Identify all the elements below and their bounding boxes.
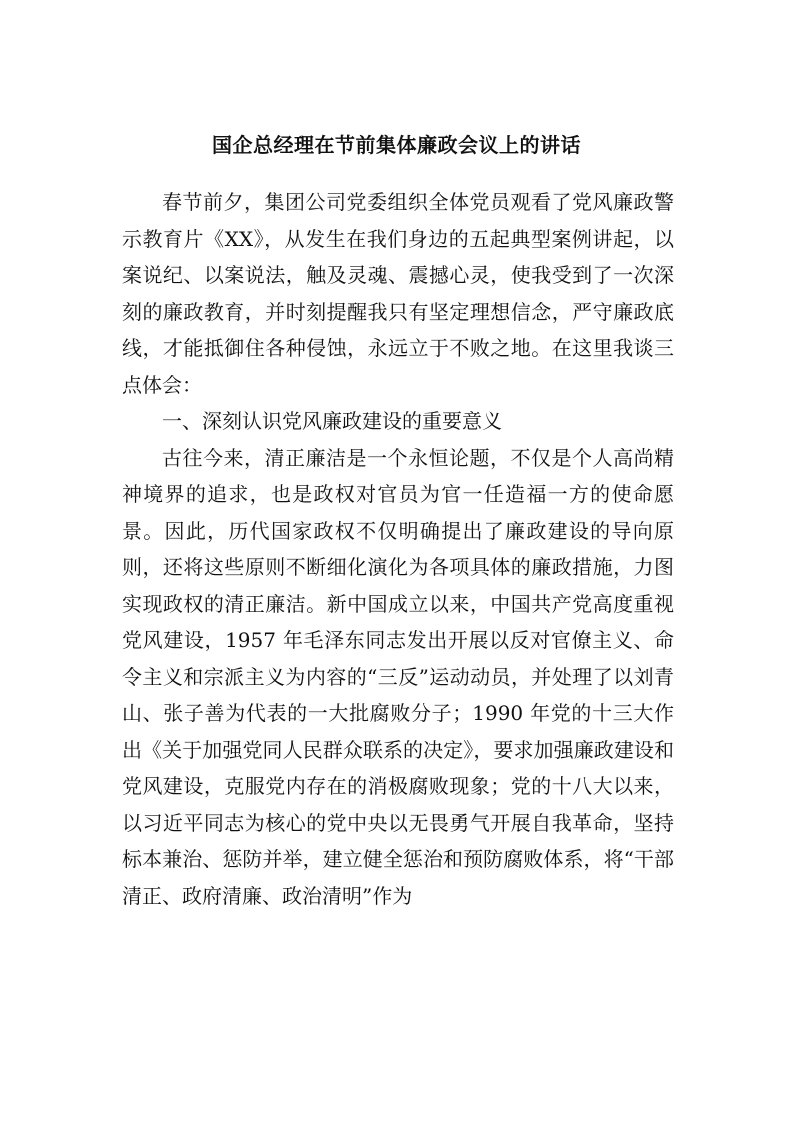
- document-body: [122, 184, 674, 914]
- paragraph-intro: 春节前夕，集团公司党委组织全体党员观看了党风廉政警示教育片《XX》，从发生在我们身边的五起典型案例讲起，以案说纪、以案说法，触及灵魂、震撼心灵，使我受到了一次深刻的廉政教育，并时刻提醒我只有坚定理想信念，严守廉政底线，才能抵御住各种侵蚀，永远立于不败之地。在这里我谈三点体会：: [122, 190, 674, 397]
- section-heading-1: 一、深刻认识党风廉政建设的重要意义: [162, 409, 502, 433]
- paragraph-history: 古往今来，清正廉洁是一个永恒论题，不仅是个人高尚精神境界的追求，也是政权对官员为官一任造福一方的使命愿景。因此，历代国家政权不仅明确提出了廉政建设的导向原则，还将这些原则不断细化演化为各项具体的廉政措施，力图实现政权的清正廉洁。新中国成立以来，中国共产党高度重视党风建设，1957 年毛泽东同志发出开展以反对官僚主义、命令主义和宗派主义为内容的“三反”运动动员，并处理了以刘青山、张子善为代表的一大批腐败分子；1990 年党的十三大作出《关于加强党同人民群众联系的决定》，要求加强廉政建设和党风建设，克服党内存在的消极腐败现象；党的十八大以来，以习近平同志为核心的党中央以无畏勇气开展自我革命，坚持标本兼治、惩防并举，建立健全惩治和预防腐败体系，将“干部清正、政府清廉、政治清明”作为: [122, 445, 674, 908]
- document-title: 国企总经理在节前集体廉政会议上的讲话: [212, 133, 581, 157]
